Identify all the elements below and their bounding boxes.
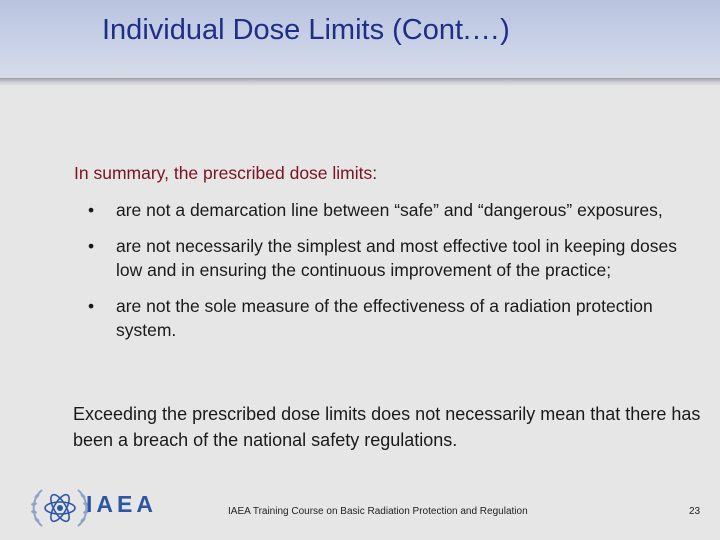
slide-title: Individual Dose Limits (Cont.…) (102, 14, 510, 46)
summary-text: Exceeding the prescribed dose limits does not necessarily mean that there has been a breach of the national safety regulations. (73, 404, 701, 450)
intro-colon: : (372, 163, 378, 183)
intro-text (74, 163, 377, 184)
bullet-item (88, 294, 708, 342)
bullet-marker: • (88, 236, 95, 256)
bullet-text: are not necessarily the simplest and most effective tool in keeping doses low and in ensuring the continuous improvement of the practice; (116, 236, 677, 280)
intro-label: In summary, the prescribed dose limits (74, 163, 373, 183)
bullet-list (88, 198, 708, 354)
bullet-item (88, 198, 708, 222)
iaea-logo-text: IAEA (86, 491, 157, 517)
bullet-marker: • (88, 200, 95, 220)
page-number: 23 (689, 506, 701, 517)
bullet-marker: • (88, 296, 95, 316)
course-footer: IAEA Training Course on Basic Radiation Protection and Regulation (228, 506, 528, 517)
bullet-item (88, 234, 708, 282)
bullet-text: are not a demarcation line between “safe” and “dangerous” exposures, (116, 200, 663, 220)
bullet-text: are not the sole measure of the effectiveness of a radiation protection system. (116, 296, 653, 340)
title-divider (0, 78, 720, 86)
